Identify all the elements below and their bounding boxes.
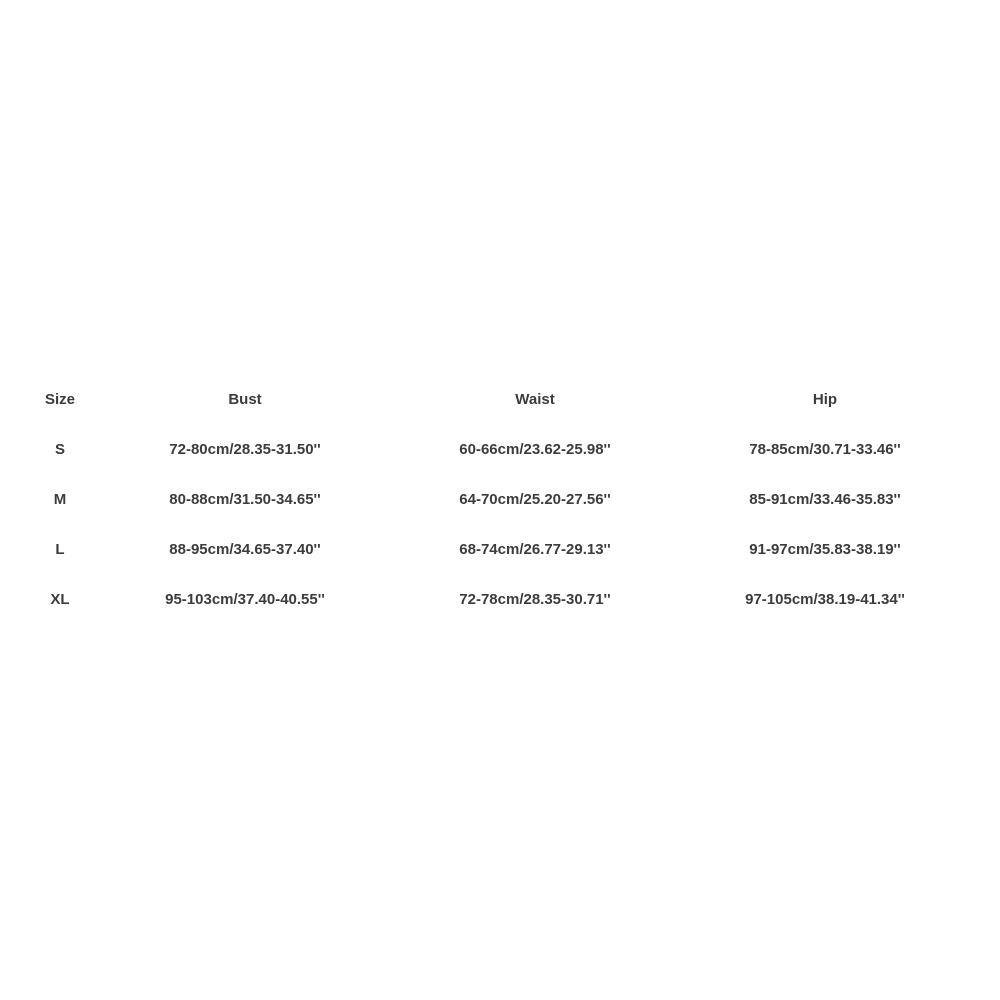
table-row-xl xyxy=(0,574,950,624)
size-cell: M xyxy=(53,490,67,508)
hip-cell: 78-85cm/30.71-33.46'' xyxy=(749,440,901,458)
bust-cell: 95-103cm/37.40-40.55'' xyxy=(165,590,325,608)
size-table xyxy=(0,374,950,624)
waist-cell: 72-78cm/28.35-30.71'' xyxy=(459,590,611,608)
column-header-bust: Bust xyxy=(228,390,262,408)
table-row-m xyxy=(0,474,950,524)
waist-cell: 64-70cm/25.20-27.56'' xyxy=(459,490,611,508)
waist-cell: 60-66cm/23.62-25.98'' xyxy=(459,440,611,458)
header-row xyxy=(0,374,950,424)
bust-cell: 88-95cm/34.65-37.40'' xyxy=(169,540,321,558)
size-cell: S xyxy=(54,440,65,458)
hip-cell: 97-105cm/38.19-41.34'' xyxy=(745,590,905,608)
size-cell: L xyxy=(55,540,65,558)
column-header-hip: Hip xyxy=(812,390,838,408)
size-cell: XL xyxy=(50,590,70,608)
bust-cell: 80-88cm/31.50-34.65'' xyxy=(169,490,321,508)
table-row-s xyxy=(0,424,950,474)
bust-cell: 72-80cm/28.35-31.50'' xyxy=(169,440,321,458)
column-header-waist: Waist xyxy=(515,390,555,408)
hip-cell: 91-97cm/35.83-38.19'' xyxy=(749,540,901,558)
hip-cell: 85-91cm/33.46-35.83'' xyxy=(749,490,901,508)
column-header-size: Size xyxy=(44,390,75,408)
waist-cell: 68-74cm/26.77-29.13'' xyxy=(459,540,611,558)
size-chart xyxy=(0,374,950,624)
table-row-l xyxy=(0,524,950,574)
